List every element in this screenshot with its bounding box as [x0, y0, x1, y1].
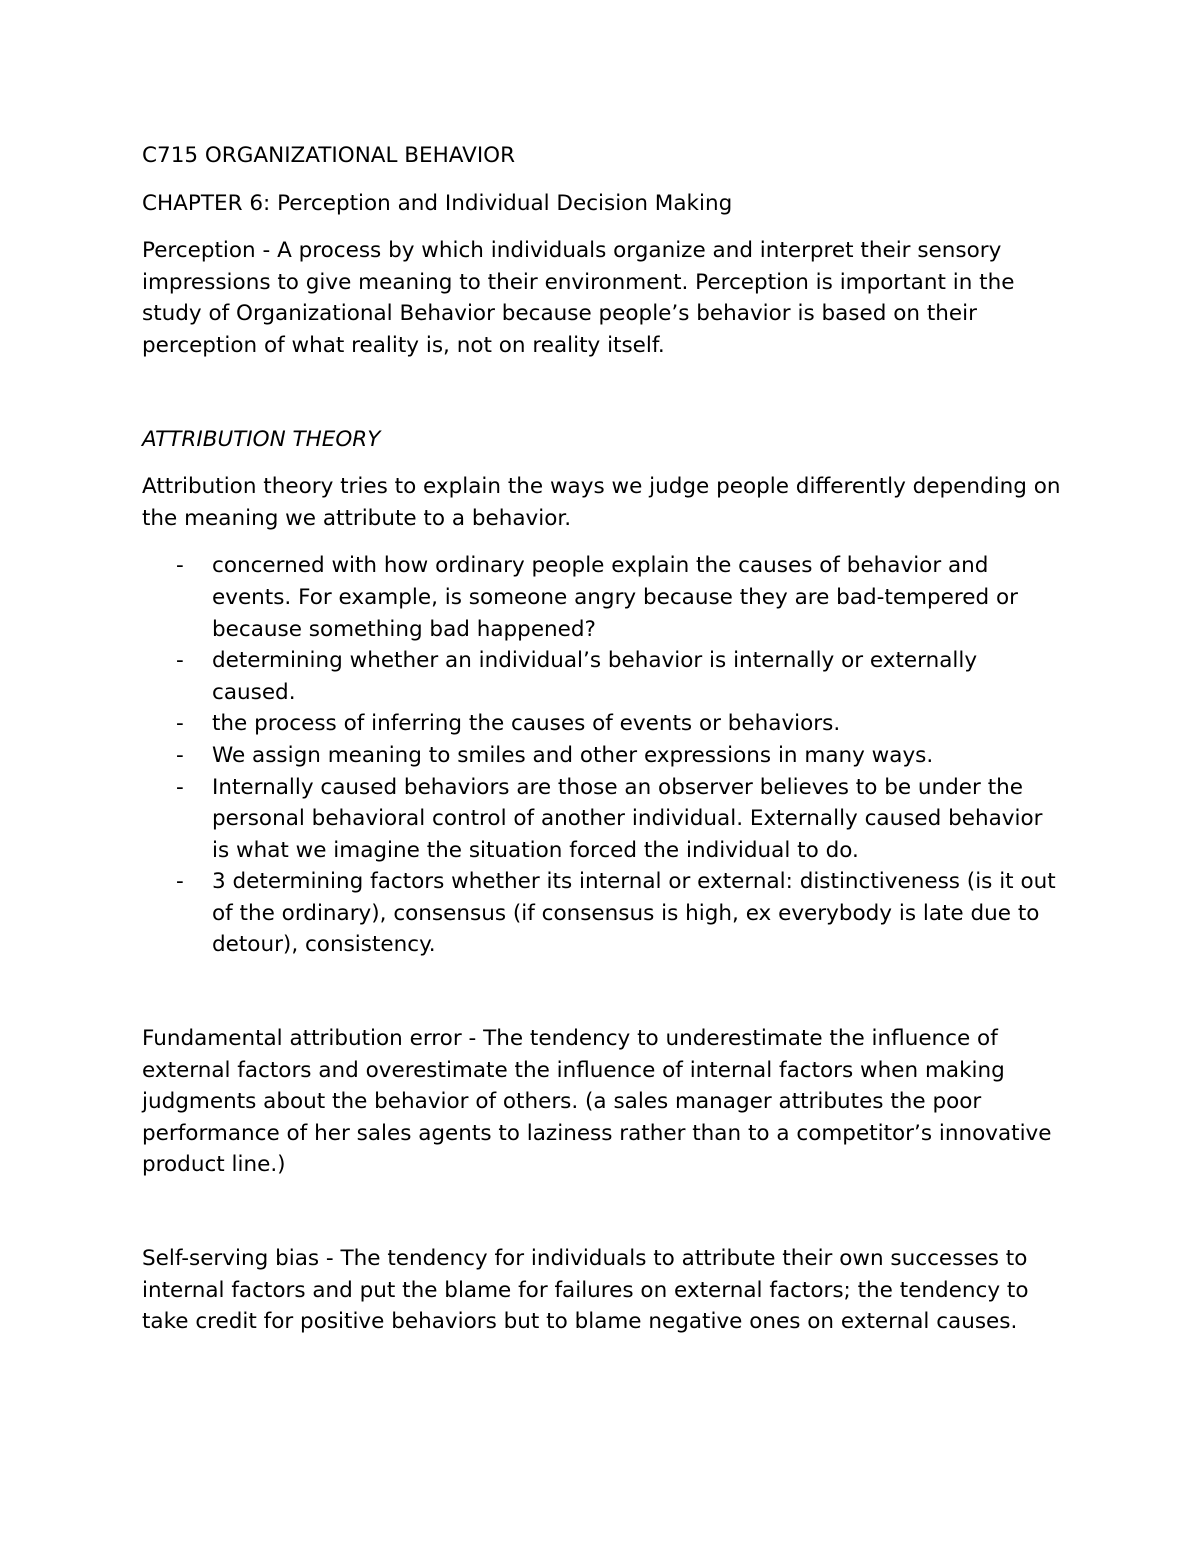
fundamental-attribution-error-paragraph: Fundamental attribution error - The tendency to underestimate the influence of external factors and overestimate the influence of internal factors when making judgments about the behavior of others. (a sales manager attributes the poor performance of her sales agents to laziness rather than to a competitor’s innovative product line.): [142, 1026, 1052, 1178]
document-body: [142, 140, 1062, 1338]
spacer: [142, 961, 1062, 1023]
list-item-text: We assign meaning to smiles and other expressions in many ways.: [212, 742, 934, 768]
list-item: [142, 866, 1062, 961]
list-item: [142, 772, 1062, 867]
attribution-theory-heading: ATTRIBUTION THEORY: [142, 426, 381, 452]
list-item-text: 3 determining factors whether its internal or external: distinctiveness (is it out of the ordinary), consensus (if consensus is high, ex everybody is late due to detour), consistency.: [212, 869, 1056, 958]
list-item: [142, 645, 1062, 708]
list-item-text: Internally caused behaviors are those an observer believes to be under the personal behavioral control of another individual. Externally caused behavior is what we imagine the situation forced the individual to do.: [212, 774, 1043, 863]
bullet-dash: -: [176, 869, 184, 895]
list-item: [142, 550, 1062, 645]
bullet-dash: -: [176, 742, 184, 768]
spacer: [142, 1181, 1062, 1243]
perception-paragraph: Perception - A process by which individuals organize and interpret their sensory impressions to give meaning to their environment. Perception is important in the study of Organizational Behavior because people’s behavior is based on their perception of what reality is, not on reality itself.: [142, 238, 1015, 358]
list-item: [142, 740, 1062, 772]
attribution-bullet-list: [142, 550, 1062, 961]
list-item-text: determining whether an individual’s behavior is internally or externally caused.: [212, 648, 978, 705]
bullet-dash: -: [176, 711, 184, 737]
document-title: C715 ORGANIZATIONAL BEHAVIOR: [142, 143, 516, 168]
bullet-dash: -: [176, 774, 184, 800]
attribution-intro-paragraph: Attribution theory tries to explain the ways we judge people differently depending on the meaning we attribute to a behavior.: [142, 474, 1061, 531]
bullet-dash: -: [176, 648, 184, 674]
list-item-text: concerned with how ordinary people explain the causes of behavior and events. For example, is someone angry because they are bad-tempered or because something bad happened?: [212, 553, 1018, 642]
spacer: [142, 362, 1062, 424]
bullet-dash: -: [176, 553, 184, 579]
self-serving-bias-paragraph: Self-serving bias - The tendency for individuals to attribute their own successes to internal factors and put the blame for failures on external factors; the tendency to take credit for positive behaviors but to blame negative ones on external causes.: [142, 1246, 1029, 1335]
list-item-text: the process of inferring the causes of events or behaviors.: [212, 711, 841, 737]
list-item: [142, 708, 1062, 740]
chapter-heading: CHAPTER 6: Perception and Individual Decision Making: [142, 190, 733, 216]
